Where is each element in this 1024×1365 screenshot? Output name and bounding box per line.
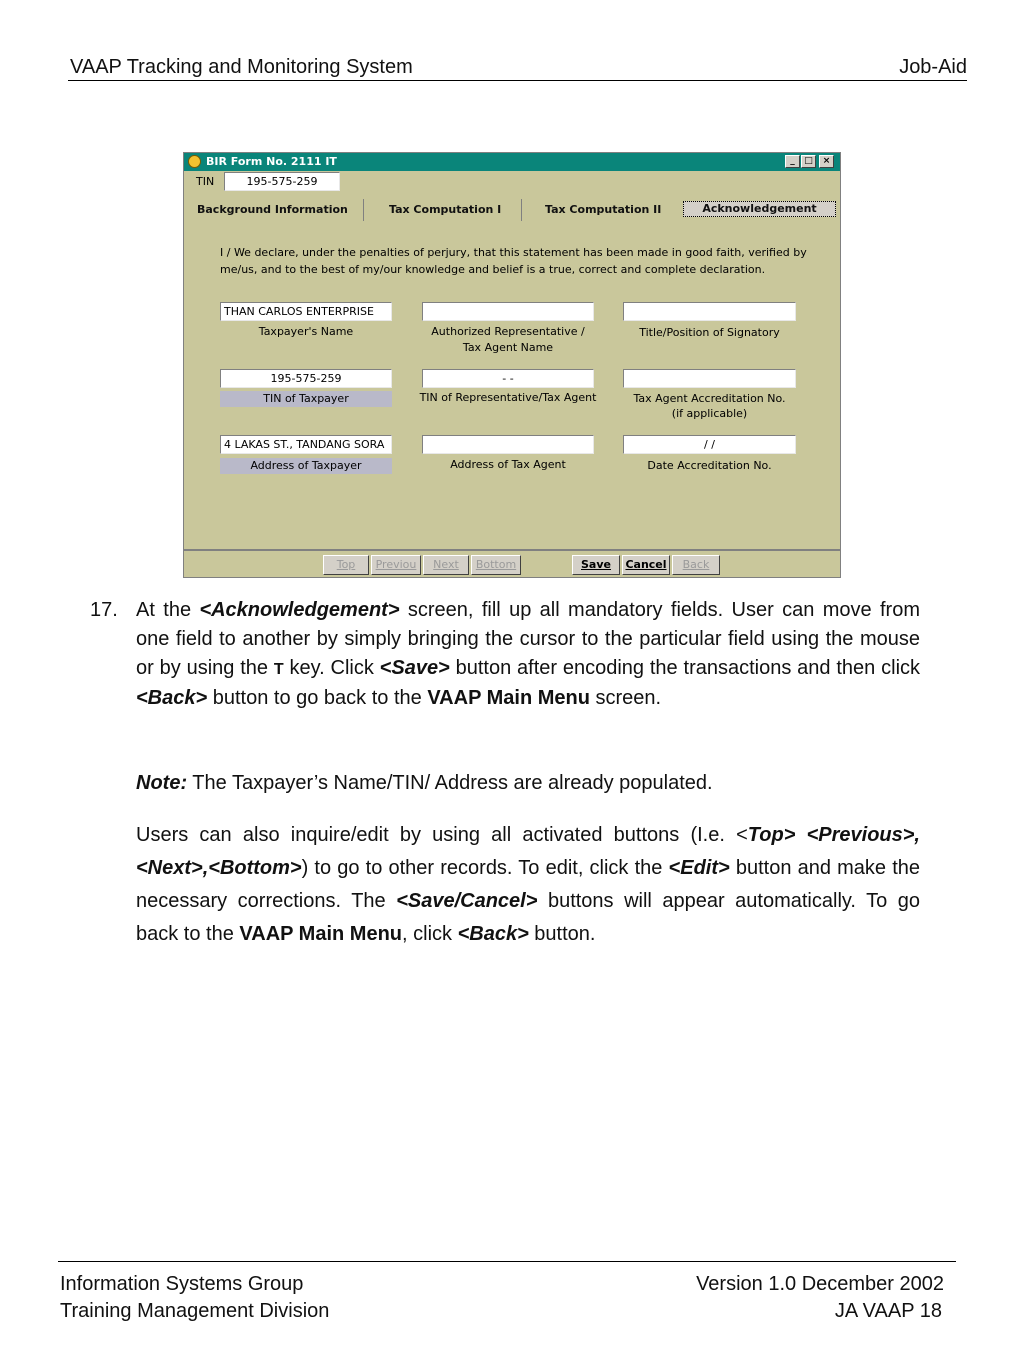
tin-representative-field[interactable]: - - <box>422 369 594 388</box>
page-footer <box>58 1261 956 1322</box>
tin-taxpayer-caption: TIN of Taxpayer <box>220 391 392 407</box>
back-button-ref: <Back> <box>136 687 208 709</box>
text-span: button after encoding the transactions and then click <box>449 657 921 679</box>
step-number: 17. <box>90 599 118 621</box>
edit-button-ref: <Edit> <box>668 857 730 879</box>
previous-button[interactable]: Previou <box>371 555 421 575</box>
bottom-button[interactable]: Bottom <box>471 555 521 575</box>
note-paragraph <box>136 769 920 798</box>
back-button[interactable]: Back <box>672 555 720 575</box>
window-title: BIR Form No. 2111 IT <box>206 155 337 168</box>
accreditation-number-caption-1: Tax Agent Accreditation No. <box>633 392 786 405</box>
tin-label: TIN <box>196 175 215 188</box>
tin-field[interactable]: 195-575-259 <box>224 172 340 191</box>
save-cancel-ref: <Save/Cancel> <box>396 890 538 912</box>
acknowledgement-screen-ref: <Acknowledgement> <box>199 599 400 621</box>
text-span: key. Click <box>283 657 380 679</box>
step-paragraph <box>136 596 920 713</box>
window-titlebar <box>184 153 840 171</box>
save-button-ref: <Save> <box>379 657 450 679</box>
tab-tax-computation-1[interactable]: Tax Computation I <box>389 199 522 221</box>
page-header <box>68 54 967 81</box>
back-button-ref: <Back> <box>457 923 529 945</box>
declaration-line-1: I / We declare, under the penalties of perjury, that this statement has been made in good faith, verified by <box>220 246 807 259</box>
footer-division: Training Management Division <box>60 1300 330 1322</box>
note-text: The Taxpayer’s Name/TIN/ Address are already populated. <box>187 772 713 794</box>
tin-representative-caption: TIN of Representative/Tax Agent <box>419 391 597 404</box>
footer-page-id: JA VAAP 18 <box>834 1300 942 1322</box>
tab-key-ref: T <box>273 661 284 678</box>
bir-form-window <box>183 152 841 578</box>
text-span: screen, fill up all mandatory fields. User can move from one field to another by simply bringing the cursor to the particular field using the mouse or by using the <box>136 599 920 679</box>
maximize-icon[interactable]: □ <box>801 155 816 168</box>
nav-buttons-ref: Top> <Previous>,<Next>,<Bottom> <box>136 824 920 879</box>
declaration-line-2: me/us, and to the best of my/our knowledge and belief is a true, correct and complete declaration. <box>220 263 766 276</box>
title-position-caption: Title/Position of Signatory <box>639 326 780 339</box>
close-icon[interactable]: × <box>819 155 834 168</box>
accreditation-number-caption-2: (if applicable) <box>671 407 748 420</box>
tax-agent-address-caption: Address of Tax Agent <box>450 458 566 471</box>
text-span: button to go back to the <box>207 687 428 709</box>
main-menu-ref: VAAP Main Menu <box>427 687 590 709</box>
tab-background-information[interactable]: Background Information <box>197 199 364 221</box>
text-span: screen. <box>589 687 662 709</box>
cancel-button[interactable]: Cancel <box>622 555 670 575</box>
app-icon <box>188 155 201 168</box>
header-doc-type: Job-Aid <box>899 56 967 78</box>
authorized-representative-field[interactable] <box>422 302 594 321</box>
authorized-representative-caption-2: Tax Agent Name <box>462 341 554 354</box>
title-position-field[interactable] <box>623 302 796 321</box>
accreditation-date-field[interactable]: / / <box>623 435 796 454</box>
footer-org: Information Systems Group <box>60 1273 304 1295</box>
top-button[interactable]: Top <box>323 555 369 575</box>
taxpayer-name-caption: Taxpayer's Name <box>258 325 354 338</box>
taxpayer-name-field[interactable]: THAN CARLOS ENTERPRISE <box>220 302 392 321</box>
text-span: buttons will appear automatically. To go back to the <box>136 890 921 945</box>
main-menu-ref: VAAP Main Menu <box>239 923 403 945</box>
next-button[interactable]: Next <box>423 555 469 575</box>
navigation-button-bar <box>184 549 840 577</box>
text-span: button. <box>528 923 596 945</box>
text-span: At the <box>136 599 200 621</box>
save-button[interactable]: Save <box>572 555 620 575</box>
footer-version: Version 1.0 December 2002 <box>696 1273 944 1295</box>
tin-taxpayer-field[interactable]: 195-575-259 <box>220 369 392 388</box>
minimize-icon[interactable]: _ <box>785 155 800 168</box>
authorized-representative-caption-1: Authorized Representative / <box>431 325 585 338</box>
taxpayer-address-caption: Address of Taxpayer <box>220 458 392 474</box>
accreditation-number-field[interactable] <box>623 369 796 388</box>
text-span: Users can also inquire/edit by using all activated buttons (I.e. < <box>136 824 748 846</box>
tax-agent-address-field[interactable] <box>422 435 594 454</box>
tab-acknowledgement[interactable]: Acknowledgement <box>683 201 836 217</box>
text-span: ) to go to other records. To edit, click the <box>301 857 669 879</box>
edit-paragraph <box>136 819 920 951</box>
taxpayer-address-field[interactable]: 4 LAKAS ST., TANDANG SORA <box>220 435 392 454</box>
note-label: Note: <box>136 772 188 794</box>
text-span: button and make the necessary corrections. The <box>136 857 920 912</box>
form-body <box>184 171 840 577</box>
text-span: , click <box>402 923 458 945</box>
tab-tax-computation-2[interactable]: Tax Computation II <box>545 203 662 216</box>
accreditation-date-caption: Date Accreditation No. <box>647 459 772 472</box>
header-title: VAAP Tracking and Monitoring System <box>70 56 413 78</box>
